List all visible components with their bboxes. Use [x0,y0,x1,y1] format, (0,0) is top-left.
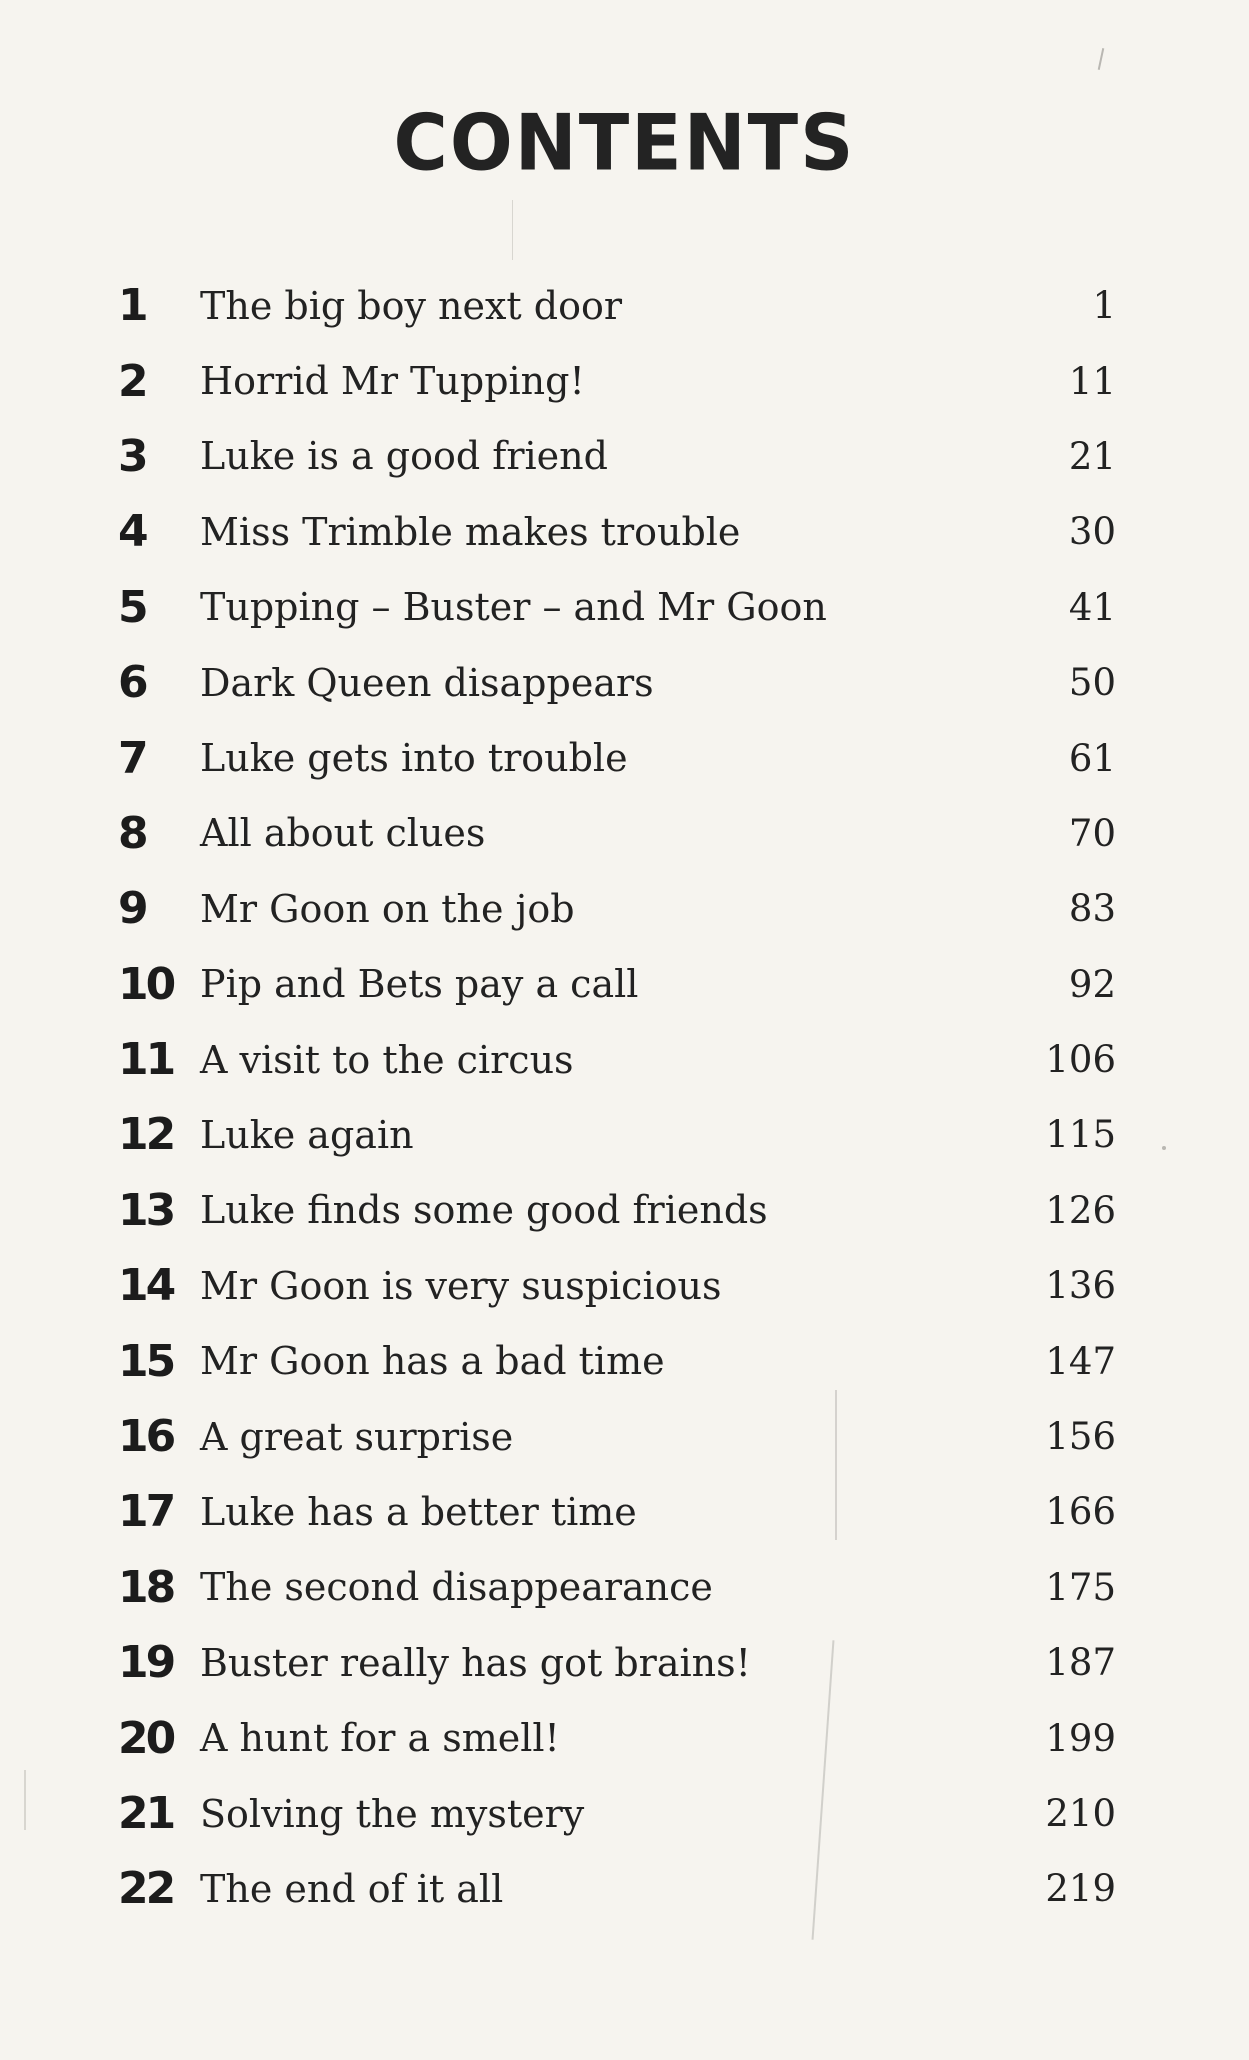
chapter-title: Miss Trimble makes trouble [200,509,741,554]
chapter-title: Mr Goon on the job [200,886,575,931]
page-number: 21 [1068,434,1116,478]
page-number: 175 [1045,1565,1116,1609]
chapter-number: 2 [118,355,146,407]
toc-row [118,947,1116,1022]
toc-row [118,419,1116,494]
toc-row [118,720,1116,795]
chapter-title: The big boy next door [200,283,623,328]
chapter-number: 4 [118,506,146,558]
chapter-title: Buster really has got brains! [200,1640,751,1685]
chapter-title: A visit to the circus [200,1037,574,1082]
page-number: 41 [1068,585,1116,629]
scan-mark [512,200,513,260]
chapter-number: 15 [118,1335,174,1387]
scan-mark [1098,48,1105,70]
chapter-title: The end of it all [200,1866,504,1911]
chapter-title: Mr Goon has a bad time [200,1339,665,1384]
page-number: 11 [1068,359,1116,403]
page-number: 187 [1045,1641,1116,1685]
page-number: 70 [1068,811,1116,855]
page-number: 1 [1092,284,1116,328]
chapter-title: Dark Queen disappears [200,660,654,705]
chapter-title: Luke gets into trouble [200,736,628,781]
toc-row [118,1173,1116,1248]
toc-row [118,343,1116,418]
chapter-number: 16 [118,1411,174,1463]
chapter-title: The second disappearance [200,1565,713,1610]
toc-row [118,1022,1116,1097]
chapter-number: 7 [118,732,146,784]
toc-row [118,1248,1116,1323]
page-number: 147 [1045,1339,1116,1383]
toc-row [118,1097,1116,1172]
page-number: 219 [1045,1867,1116,1911]
chapter-number: 17 [118,1486,174,1538]
chapter-number: 10 [118,958,174,1010]
toc-row [118,1776,1116,1851]
chapter-title: Luke has a better time [200,1489,637,1534]
page-number: 61 [1068,736,1116,780]
chapter-number: 20 [118,1712,174,1764]
toc-row [118,1323,1116,1398]
toc-row [118,268,1116,343]
toc-row [118,1399,1116,1474]
chapter-title: Horrid Mr Tupping! [200,359,585,404]
chapter-number: 3 [118,430,146,482]
page-number: 199 [1045,1716,1116,1760]
chapter-number: 22 [118,1863,174,1915]
chapter-title: Luke is a good friend [200,434,608,479]
chapter-title: Luke finds some good friends [200,1188,768,1233]
page-title: CONTENTS [393,97,856,189]
toc-row [118,645,1116,720]
chapter-title: All about clues [200,811,486,856]
chapter-title: A great surprise [200,1414,514,1459]
toc-row [118,1625,1116,1700]
chapter-number: 21 [118,1788,174,1839]
table-of-contents [118,268,1116,1927]
chapter-title: Pip and Bets pay a call [200,962,639,1007]
page-number: 106 [1045,1038,1116,1082]
toc-row [118,796,1116,871]
page-number: 210 [1045,1792,1116,1835]
page-number: 166 [1045,1490,1116,1534]
scan-mark [835,1390,837,1540]
toc-row [118,1700,1116,1775]
page-number: 83 [1068,887,1116,931]
chapter-title: Luke again [200,1112,414,1157]
chapter-number: 5 [118,581,146,633]
chapter-number: 18 [118,1561,174,1613]
page-number: 126 [1045,1188,1116,1232]
chapter-title: Mr Goon is very suspicious [200,1263,722,1308]
scan-mark [24,1770,26,1830]
chapter-number: 11 [118,1034,174,1086]
toc-row [118,494,1116,569]
toc-row [118,1851,1116,1926]
scan-mark [1162,1146,1166,1150]
chapter-number: 1 [118,280,146,332]
toc-row [118,570,1116,645]
page-number: 50 [1068,661,1116,705]
chapter-number: 14 [118,1260,174,1312]
page-number: 92 [1068,962,1116,1006]
toc-row [118,1550,1116,1625]
chapter-number: 9 [118,883,146,935]
page-number: 156 [1045,1415,1116,1459]
chapter-number: 19 [118,1637,174,1689]
chapter-title: Tupping – Buster – and Mr Goon [200,585,827,630]
chapter-number: 8 [118,807,146,859]
toc-row [118,1474,1116,1549]
page-number: 136 [1045,1264,1116,1308]
chapter-number: 12 [118,1109,174,1161]
page-number: 30 [1068,510,1116,554]
page-number: 115 [1045,1113,1116,1157]
chapter-number: 13 [118,1184,174,1236]
chapter-number: 6 [118,657,146,709]
chapter-title: Solving the mystery [200,1791,585,1836]
chapter-title: A hunt for a smell! [200,1716,560,1761]
toc-row [118,871,1116,946]
